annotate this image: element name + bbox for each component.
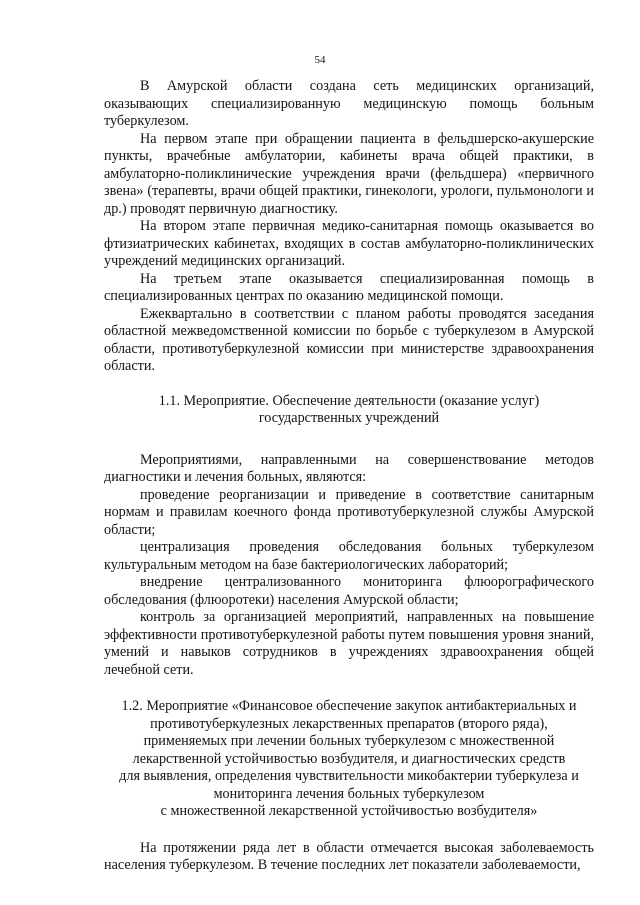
section-heading-line: с множественной лекарственной устойчивостью возбудителя»	[160, 803, 538, 819]
section-heading-line: 1.2. Мероприятие «Финансовое обеспечение закупок антибактериальных и	[121, 698, 577, 714]
spacer	[104, 376, 594, 393]
page-content	[104, 78, 594, 875]
section-1-1-item: внедрение централизованного мониторинга флюорографического обследования (флюоротеки) населения Амурской области;	[104, 574, 594, 608]
section-heading-line: государственных учреждений	[258, 410, 440, 426]
spacer	[104, 679, 594, 698]
intro-paragraph-2: На первом этапе при обращении пациента в фельдшерско-акушерские пункты, врачебные амбулатории, кабинеты врача общей практики, в амбулаторно-поликлинические учреждения врачи (фельдшера) «первичного звена» (терапевты, врачи общей практики, гинекологи, урологи, пульмонологи и др.) проводят первичную диагностику.	[104, 130, 594, 217]
section-heading-line: для выявления, определения чувствительности микобактерии туберкулеза и	[119, 768, 579, 784]
section-1-1-heading	[104, 393, 594, 428]
section-heading-line: мониторинга лечения больных туберкулезом	[213, 785, 485, 802]
intro-paragraph-3: На втором этапе первичная медико-санитарная помощь оказывается во фтизиатрических кабинетах, входящих в состав амбулаторно-поликлинических учреждений медицинских организаций.	[104, 218, 594, 269]
section-heading-line: противотуберкулезных лекарственных препаратов (второго ряда),	[150, 715, 548, 732]
section-heading-line: применяемых при лечении больных туберкулезом с множественной	[143, 733, 555, 749]
section-1-1-lead: Мероприятиями, направленными на совершенствование методов диагностики и лечения больных, являются:	[104, 451, 594, 485]
intro-paragraph-4: На третьем этапе оказывается специализированная помощь в специализированных центрах по оказанию медицинской помощи.	[104, 270, 594, 304]
intro-paragraph-5: Ежеквартально в соответствии с планом работы проводятся заседания областной межведомственной комиссии по борьбе с туберкулезом в Амурской области, противотуберкулезной комиссии при министерстве здравоохранения области.	[104, 305, 594, 374]
spacer	[104, 428, 594, 452]
section-heading-line: лекарственной устойчивостью возбудителя, и диагностических средств	[132, 750, 566, 767]
section-1-1-item: централизация проведения обследования больных туберкулезом культуральным методом на базе бактериологических лабораторий;	[104, 539, 594, 573]
section-1-1-item: проведение реорганизации и приведение в соответствие санитарным нормам и правилам коечного фонда противотуберкулезной службы Амурской области;	[104, 486, 594, 538]
spacer	[104, 821, 594, 840]
section-1-2-body: На протяжении ряда лет в области отмечается высокая заболеваемость населения туберкулезом. В течение последних лет показатели заболеваемости,	[104, 839, 594, 873]
section-heading-line: 1.1. Мероприятие. Обеспечение деятельности (оказание услуг)	[158, 392, 540, 409]
section-1-2-heading	[104, 698, 594, 821]
section-1-1-item: контроль за организацией мероприятий, направленных на повышение эффективности противотуберкулезной работы путем повышения уровня знаний, умений и навыков сотрудников в учреждениях здравоохранения общей лечебной сети.	[104, 609, 594, 678]
page-number: 54	[314, 54, 326, 66]
intro-paragraph-1: В Амурской области создана сеть медицинских организаций, оказывающих специализированную медицинскую помощь больным туберкулезом.	[104, 78, 594, 129]
